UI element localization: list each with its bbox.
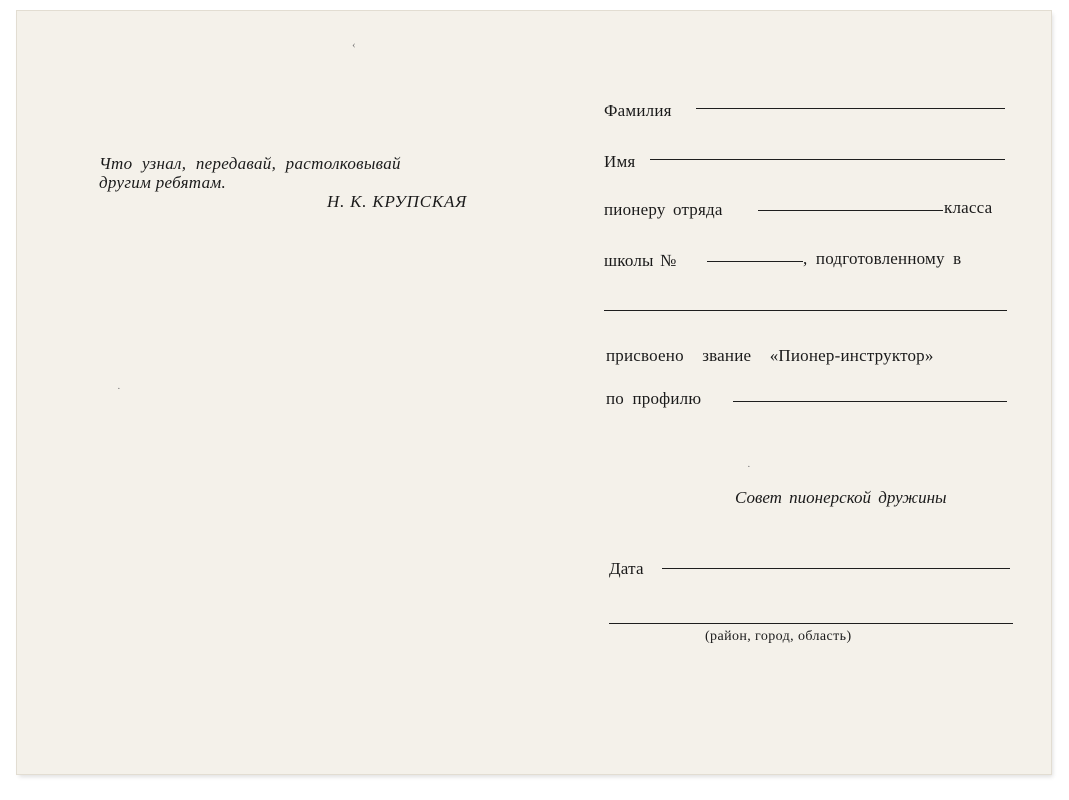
date-label: Дата: [609, 559, 644, 578]
class-label: класса: [944, 198, 993, 217]
council-signature: Совет пионерской дружины: [735, 488, 947, 507]
detachment-line: [758, 210, 943, 211]
krupskaya-quote: [99, 154, 499, 192]
name-label: Имя: [604, 152, 636, 171]
location-line: [609, 623, 1013, 624]
quote-line-1: Что узнал, передавай, растолковывай: [99, 154, 401, 173]
date-line: [662, 568, 1010, 569]
paper-speck: ·: [117, 383, 121, 395]
quote-line-2: другим ребятам.: [99, 173, 227, 192]
pioneer-label: пионеру отряда: [604, 200, 723, 219]
paper-speck: ‹: [352, 39, 356, 51]
certificate-card: [17, 11, 1051, 774]
profile-line: [733, 401, 1007, 402]
prepared-label: , подготовленному в: [803, 249, 962, 268]
school-label: школы №: [604, 251, 677, 270]
location-caption: (район, город, область): [705, 629, 852, 644]
profile-label: по профилю: [606, 389, 702, 408]
surname-line: [696, 108, 1005, 109]
name-line: [650, 159, 1005, 160]
title-awarded-text: присвоено звание «Пионер-инструктор»: [606, 346, 934, 365]
paper-speck: ·: [747, 461, 751, 473]
organization-line: [604, 310, 1007, 311]
school-number-line: [707, 261, 803, 262]
surname-label: Фамилия: [604, 101, 672, 120]
quote-author: Н. К. КРУПСКАЯ: [327, 192, 468, 211]
